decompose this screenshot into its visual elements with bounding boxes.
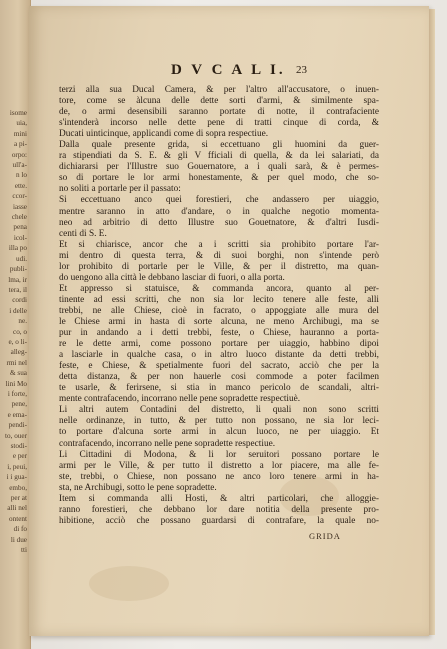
text-line: lor prohibito di portarle per le Ville, & per il distretto, ma quan-: [59, 261, 379, 272]
text-line: detta distanza, & per non hauerle cosi commode a poter facilmen: [59, 372, 379, 383]
text-line: centi di S. E.: [59, 228, 107, 239]
text-line: contrafacendo, incorrano nelle pene sopradette respectiue.: [59, 438, 276, 449]
margin-fragment: lma, ir: [8, 275, 27, 284]
text-line: le Chiese armi in hasta di sorte alcuna, ne meno Archibugi, ma se: [59, 316, 379, 327]
text-line: hibitione, acciò che possano guardarsi di contrafare, la quale no-: [59, 515, 379, 526]
running-head-title: D V C A L I.: [171, 62, 286, 78]
margin-fragment: i delle: [9, 306, 27, 315]
margin-fragment: per at: [10, 494, 27, 503]
text-line: s'intenderà incorso nelle dette pene di tratti cinque di corda, &: [59, 118, 379, 129]
text-line: terzi alla sua Ducal Camera, & per l'altro all'accusatore, o inuen-: [59, 85, 379, 95]
text-line: re le dette armi, come possono portare per uiaggio, habbino dipoi: [59, 339, 379, 350]
previous-page-edge: [0, 0, 31, 649]
margin-fragment: iasse: [13, 202, 27, 211]
text-line: de, o armi desensibili saranno portate di notte, il contrafaciente: [59, 107, 379, 118]
text-line: te usarle, & ferirsene, si stia in manco pericolo de scandali, altri-: [59, 383, 379, 394]
running-head: [29, 62, 429, 82]
text-line: tore, come se àlcuna delle dette sorti d'armi, & similmente spa-: [59, 96, 379, 107]
margin-fragment: e ema-: [7, 410, 27, 419]
margin-fragment: icol-: [13, 233, 27, 242]
margin-fragment: i forte,: [7, 389, 27, 398]
text-line: neo ad arbitrio di detto Illustre suo Gouetnatore, & d'altri Iusdi-: [59, 217, 379, 228]
margin-fragment: mini: [13, 129, 27, 138]
margin-fragment: udi.: [16, 254, 27, 263]
margin-fragment: ull'a-: [12, 161, 27, 170]
margin-fragment: chele: [11, 213, 27, 222]
book-page: [29, 6, 429, 636]
margin-fragment: ontent: [9, 514, 27, 523]
margin-fragment: i, peui,: [7, 462, 27, 471]
text-line: tinente ad essi scritti, che non sia lor lecito tenere alle feste, alli: [59, 294, 379, 305]
text-line: mentre saranno in atto d'andare, o in qualche negotio momenta-: [59, 206, 379, 217]
margin-fragment: orpo:: [11, 150, 27, 159]
text-line: ra stipendiati da S. E. & gli V fficiali di quella, & da lei salariati, da: [59, 151, 379, 162]
margin-fragment: pene,: [11, 400, 27, 409]
margin-fragment: alleg-: [10, 348, 27, 357]
margin-fragment: embo,: [9, 483, 27, 492]
margin-fragment: i i gua-: [6, 473, 27, 482]
text-line: mi dentro di questa terra, & di suoi borghi, non s'intende però: [59, 250, 379, 261]
text-line: armi per le Ville, & per tutto il distretto a lor piacere, ma alle fe-: [59, 460, 379, 471]
text-line: Li altri autem Contadini del distretto, li quali non sono scritti: [59, 405, 379, 416]
margin-fragment: ette.: [14, 181, 27, 190]
margin-fragment: publi-: [9, 265, 27, 274]
margin-fragment: tti: [21, 546, 27, 555]
margin-fragment: ccor-: [12, 192, 27, 201]
text-line: a lasciarle in qualche casa, o in altro luoco distante da detti trebbi,: [59, 350, 379, 361]
text-line: do uengono alla città le debbano lasciar di fuori, o alla porta.: [59, 272, 285, 283]
text-line: Si eccettuano anco quei forestieri, che andassero per uiaggio,: [59, 195, 379, 206]
text-line: Item si commanda alli Hosti, & altri particolari, che alloggie-: [59, 493, 379, 504]
margin-fragment: uia,: [16, 119, 27, 128]
text-line: nelle ordinanze, in tutto, & per tutto non possano, ne sia lor leci-: [59, 416, 379, 427]
text-line: Ducati uinticinque, applicandi come di sopra respectiue.: [59, 129, 269, 140]
text-line: Li Cittadini di Modona, & li lor seruitori possano portare le: [59, 449, 379, 460]
margin-fragment: alli nel: [7, 504, 27, 513]
text-line: feste, e Chiese, & spetialmente fuori del sacrato, acciò che per la: [59, 361, 379, 372]
text-line: Dalla quale presente grida, si eccettuano gli huomini da guer-: [59, 140, 379, 151]
margin-fragment: pena: [13, 223, 27, 232]
margin-fragment: stodi-: [10, 442, 27, 450]
text-line: mente contrafacendo, incorrano nelle pene sopradette respectiuè.: [59, 394, 301, 405]
text-line: trebbi, ne alle Chiese, cioè in facrato, o appoggiate alle mura del: [59, 305, 379, 316]
margin-fragment: e per: [12, 452, 27, 461]
text-line: ste, trebbi, o Chiese, non possano ne anco loro tenere armi in ha-: [59, 471, 379, 482]
margin-fragment: & sua: [10, 369, 27, 378]
margin-fragment: isome: [9, 109, 27, 117]
text-line: ranno forestieri, che debbano lor dare notitia della presente pro-: [59, 504, 379, 515]
catchword: GRIDA: [309, 531, 341, 541]
text-line: dichiararsi per l'Illustre suo Gouernatore, a i quali sarà, & è permes-: [59, 162, 379, 173]
text-line: Et appresso si statuisce, & commanda ancora, quanto al per-: [59, 283, 379, 294]
margin-fragment: to, ouer: [5, 431, 27, 440]
margin-fragment: co, o: [13, 327, 27, 336]
body-text: [59, 85, 379, 527]
text-line: Et si chiarisce, ancor che a i scritti sia prohibito portare l'ar-: [59, 239, 379, 250]
margin-fragment: pendi-: [8, 421, 27, 430]
paper-stain: [89, 566, 169, 601]
margin-fragment: tera, il: [8, 285, 27, 294]
text-line: no soliti a portarle per il passato:: [59, 184, 181, 195]
margin-fragment: n lo: [16, 171, 27, 180]
previous-page-margin-text: [1, 108, 29, 555]
margin-fragment: cordi: [12, 296, 27, 305]
page-number: 23: [296, 64, 307, 76]
margin-fragment: di fo: [13, 525, 27, 534]
margin-fragment: lini Mo: [5, 379, 27, 388]
text-line: pur in andando a i detti trebbi, feste, o Chiese, hauranno a porta-: [59, 328, 379, 339]
margin-fragment: ne.: [18, 317, 27, 326]
margin-fragment: e, o li-: [8, 337, 27, 346]
text-line: to portare d'alcuna sorte armi in alcun luoco, ne per uiaggio. Et: [59, 427, 379, 438]
margin-fragment: illa po: [8, 244, 27, 253]
text-line: so di portare le lor armi honestamente, & per quel modo, che so-: [59, 173, 379, 184]
text-line: sta, ne Archibugi, sotto le pene sopradette.: [59, 482, 217, 493]
margin-fragment: a pi-: [14, 140, 27, 149]
margin-fragment: li due: [10, 535, 27, 544]
margin-fragment: rmi nel: [6, 358, 27, 367]
